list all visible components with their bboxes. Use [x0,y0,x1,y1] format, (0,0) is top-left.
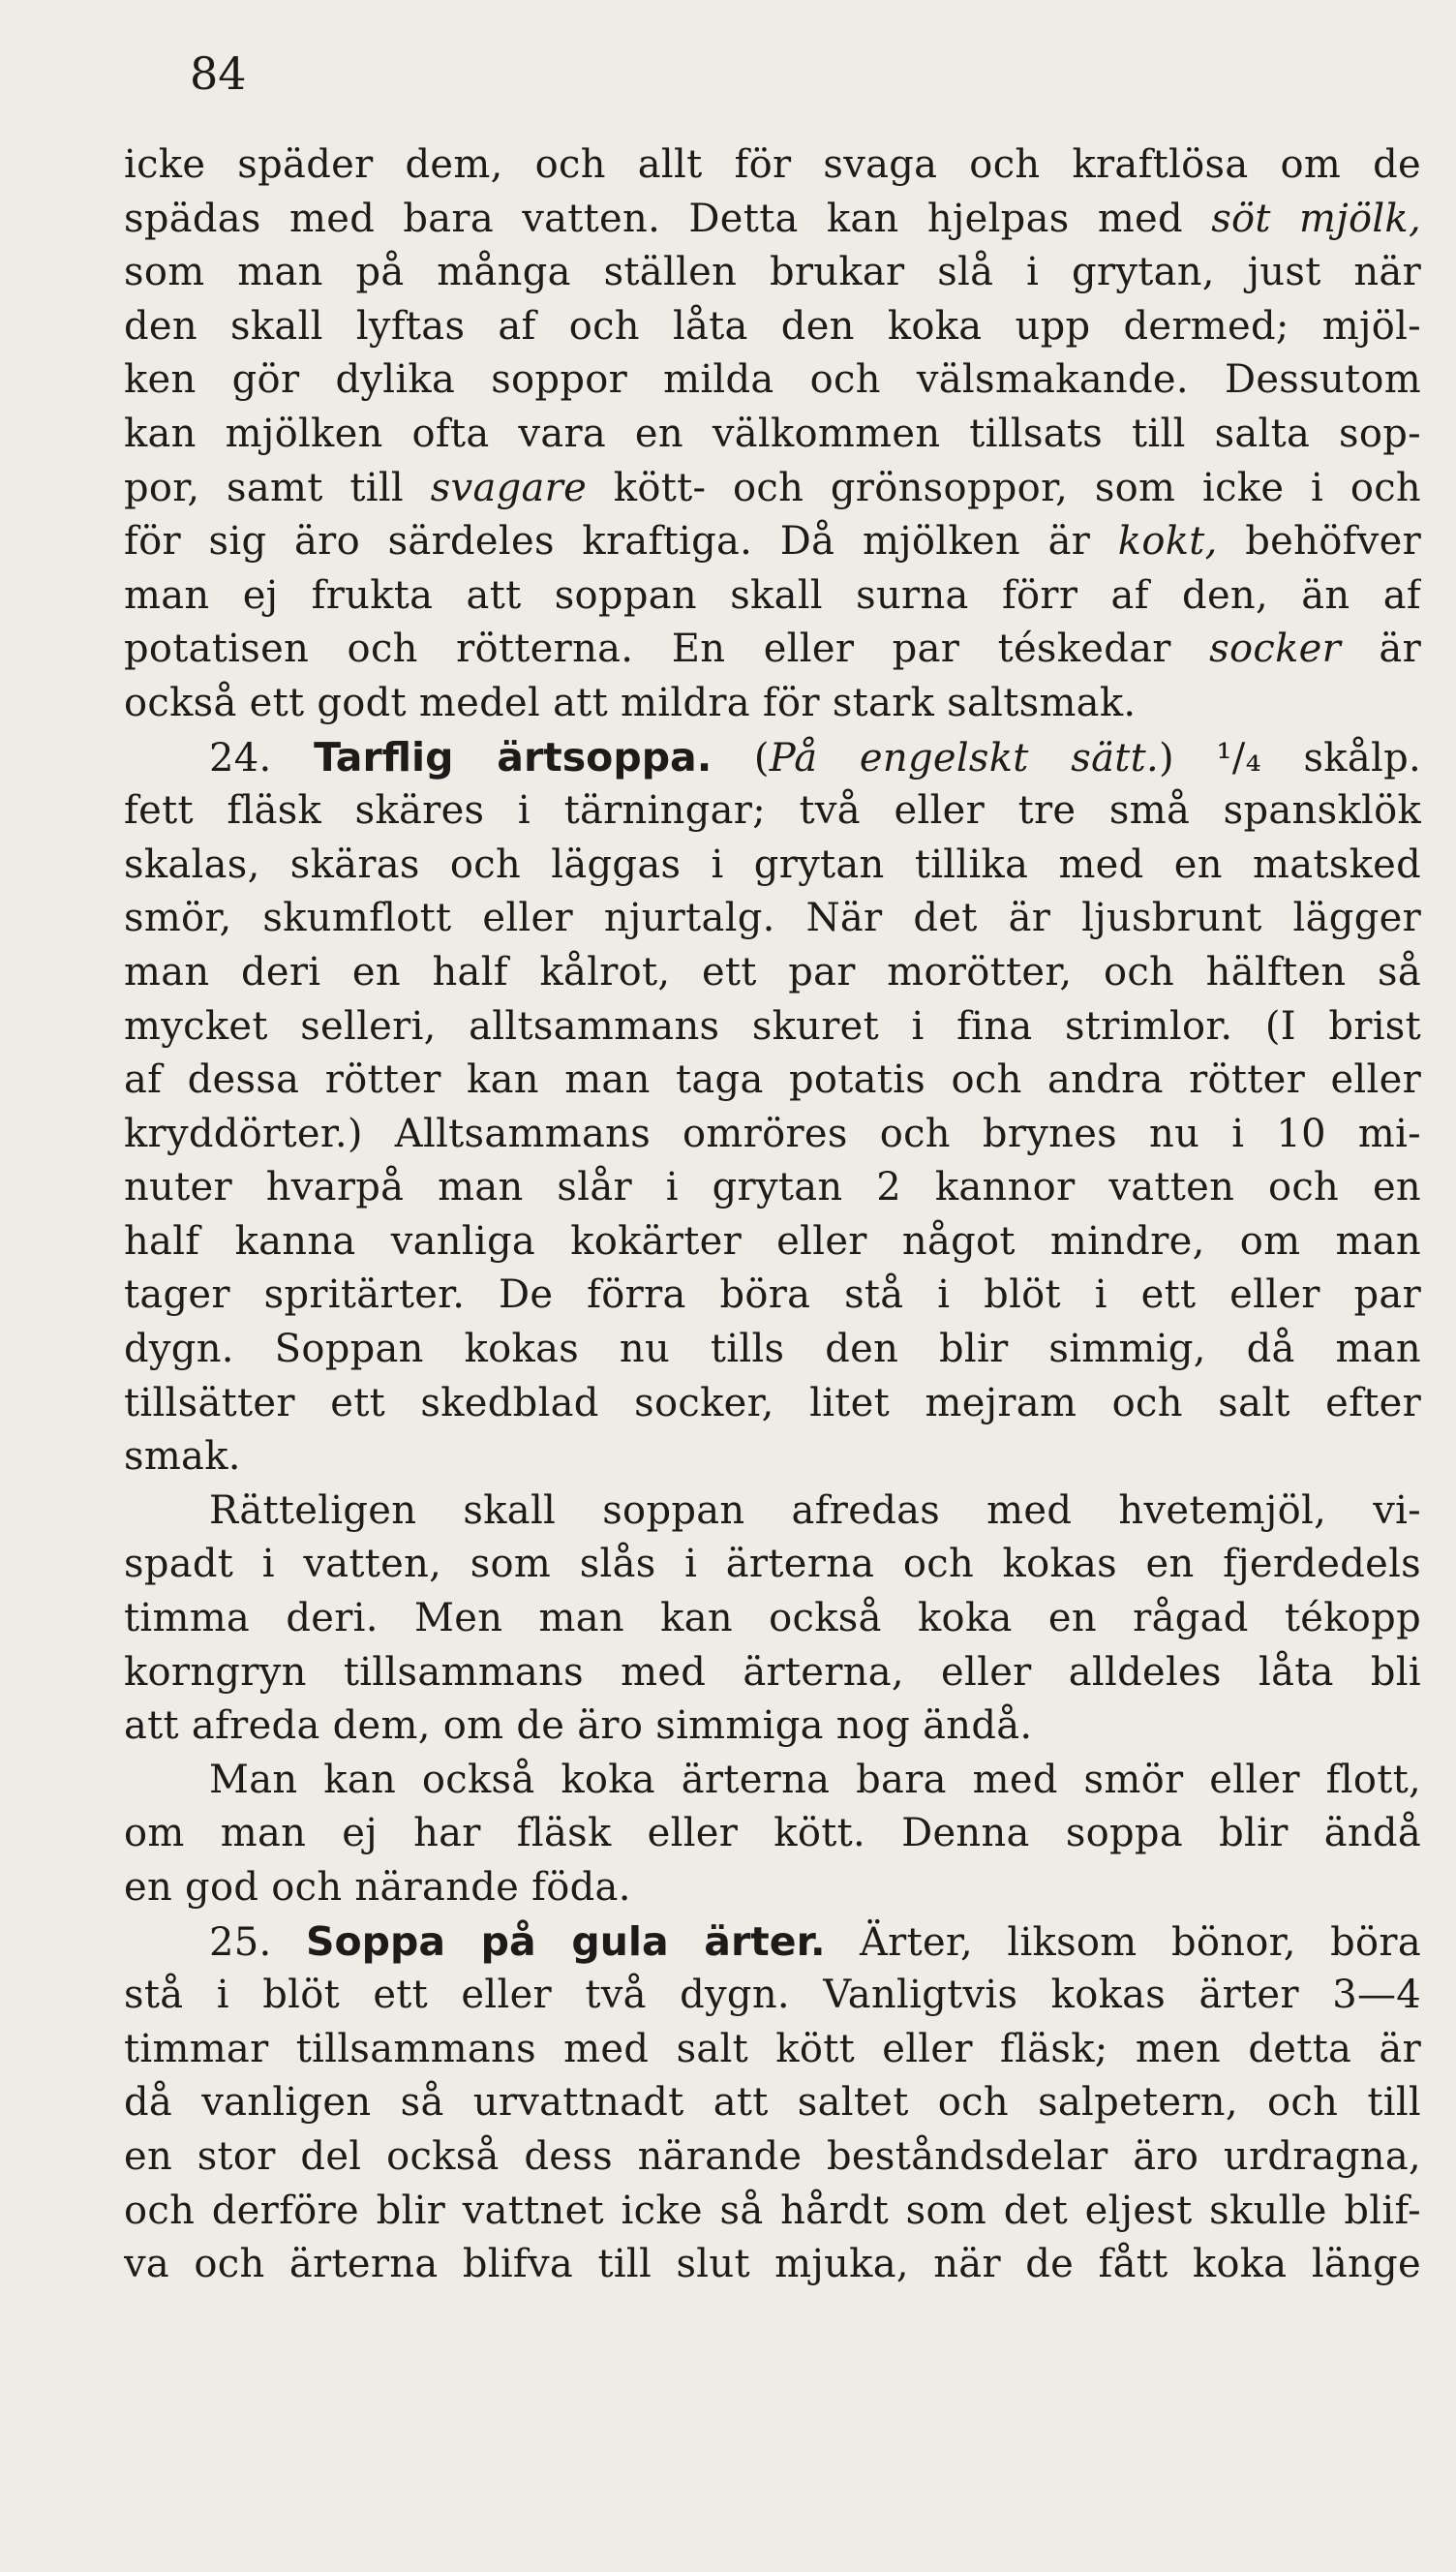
text-line: stå i blöt ett eller två dygn. Vanligtvis kokas ärter 3—4 [124,1973,1421,2018]
text-line: tager spritärter. De förra böra stå i blöt i ett eller par [124,1272,1421,1318]
emphasis-text: svagare [430,465,588,510]
text-line: nuter hvarpå man slår i grytan 2 kannor vatten och en [124,1165,1421,1210]
text-line [124,515,1421,569]
emphasis-text: På engelskt sätt. [769,735,1159,781]
text-line: man deri en half kålrot, ett par morötter, och hälften så [124,949,1421,995]
text-line: att afreda dem, om de äro simmiga nog ändå. [124,1703,1033,1749]
text-line: dygn. Soppan kokas nu tills den blir simmig, då man [124,1327,1421,1372]
text-line: tillsätter ett skedblad socker, litet mejram och salt efter [124,1380,1421,1425]
text-line: kan mjölken ofta vara en välkommen tillsats till salta sop- [124,411,1421,456]
page-number: 84 [190,47,247,100]
text-line: som man på många ställen brukar slå i grytan, just när [124,250,1421,295]
recipe-number: 24. [209,735,315,781]
text-line: Rätteligen skall soppan afredas med hvetemjöl, vi- [209,1487,1421,1533]
text-run: för sig äro särdeles kraftiga. Då mjölken är [124,519,1118,565]
recipe-heading-line [124,731,1421,785]
text-line: skalas, skäras och läggas i grytan tillika med en matsked [124,842,1421,887]
text-line: om man ej har fläsk eller kött. Denna soppa blir ändå [124,1811,1421,1856]
text-line [124,623,1421,677]
text-run: kött- och grönsoppor, som icke i och [587,465,1421,510]
text-line: ken gör dylika soppor milda och välsmakande. Dessutom [124,357,1421,403]
text-line: korngryn tillsammans med ärterna, eller alldeles låta bli [124,1649,1421,1695]
emphasis-text: socker [1209,627,1341,672]
text-line: kryddörter.) Alltsammans omröres och brynes nu i 10 mi- [124,1111,1421,1156]
recipe-title: Soppa på gula ärter. [305,1917,826,1965]
text-line: en god och närande föda. [124,1865,631,1910]
body-text [124,138,1421,2292]
text-line: icke späder dem, och allt för svaga och kraftlösa om de [124,142,1421,187]
emphasis-text: söt mjölk, [1211,196,1421,241]
text-line: half kanna vanliga kokärter eller något mindre, om man [124,1218,1421,1264]
text-line: spadt i vatten, som slås i ärterna och kokas en fjerdedels [124,1542,1421,1587]
text-run: por, samt till [124,465,431,510]
text-line: timma deri. Men man kan också koka en rågad tékopp [124,1596,1421,1641]
text-line: då vanligen så urvattnadt att saltet och salpetern, och till [124,2080,1421,2126]
text-run: potatisen och rötterna. En eller par téskedar [124,627,1210,672]
text-line: mycket selleri, alltsammans skuret i fina strimlor. (I brist [124,1003,1421,1049]
text-line: den skall lyftas af och låta den koka upp dermed; mjöl- [124,303,1421,349]
text-line: smör, skumflott eller njurtalg. När det är ljusbrunt lägger [124,896,1421,941]
text-run: ) ¹/₄ skålp. [1158,735,1421,781]
text-line: timmar tillsammans med salt kött eller fläsk; men detta är [124,2026,1421,2071]
recipe-title: Tarflig ärtsoppa. [314,733,713,781]
text-line: va och ärterna blifva till slut mjuka, när de fått koka länge [124,2242,1421,2287]
text-line [124,462,1421,516]
text-run: spädas med bara vatten. Detta kan hjelpas med [124,196,1212,241]
text-line: också ett godt medel att mildra för stark saltsmak. [124,680,1137,725]
text-run: Ärter, liksom bönor, böra [825,1919,1421,1965]
text-run: behöfver [1217,519,1421,565]
text-line [124,193,1421,247]
text-line: Man kan också koka ärterna bara med smör eller flott, [209,1757,1421,1802]
text-line: en stor del också dess närande beståndsdelar äro urdragna, [124,2133,1421,2179]
text-line: man ej frukta att soppan skall surna förr af den, än af [124,572,1421,618]
text-line: och derföre blir vattnet icke så hårdt som det eljest skulle blif- [124,2188,1421,2233]
text-line: af dessa rötter kan man taga potatis och andra rötter eller [124,1057,1421,1103]
recipe-number: 25. [209,1919,306,1965]
recipe-heading-line [124,1915,1421,1970]
emphasis-text: kokt, [1117,519,1218,565]
text-run: ( [712,735,770,781]
text-run: är [1341,627,1421,672]
text-line: fett fläsk skäres i tärningar; två eller tre små spansklök [124,788,1421,834]
text-line: smak. [124,1434,241,1480]
